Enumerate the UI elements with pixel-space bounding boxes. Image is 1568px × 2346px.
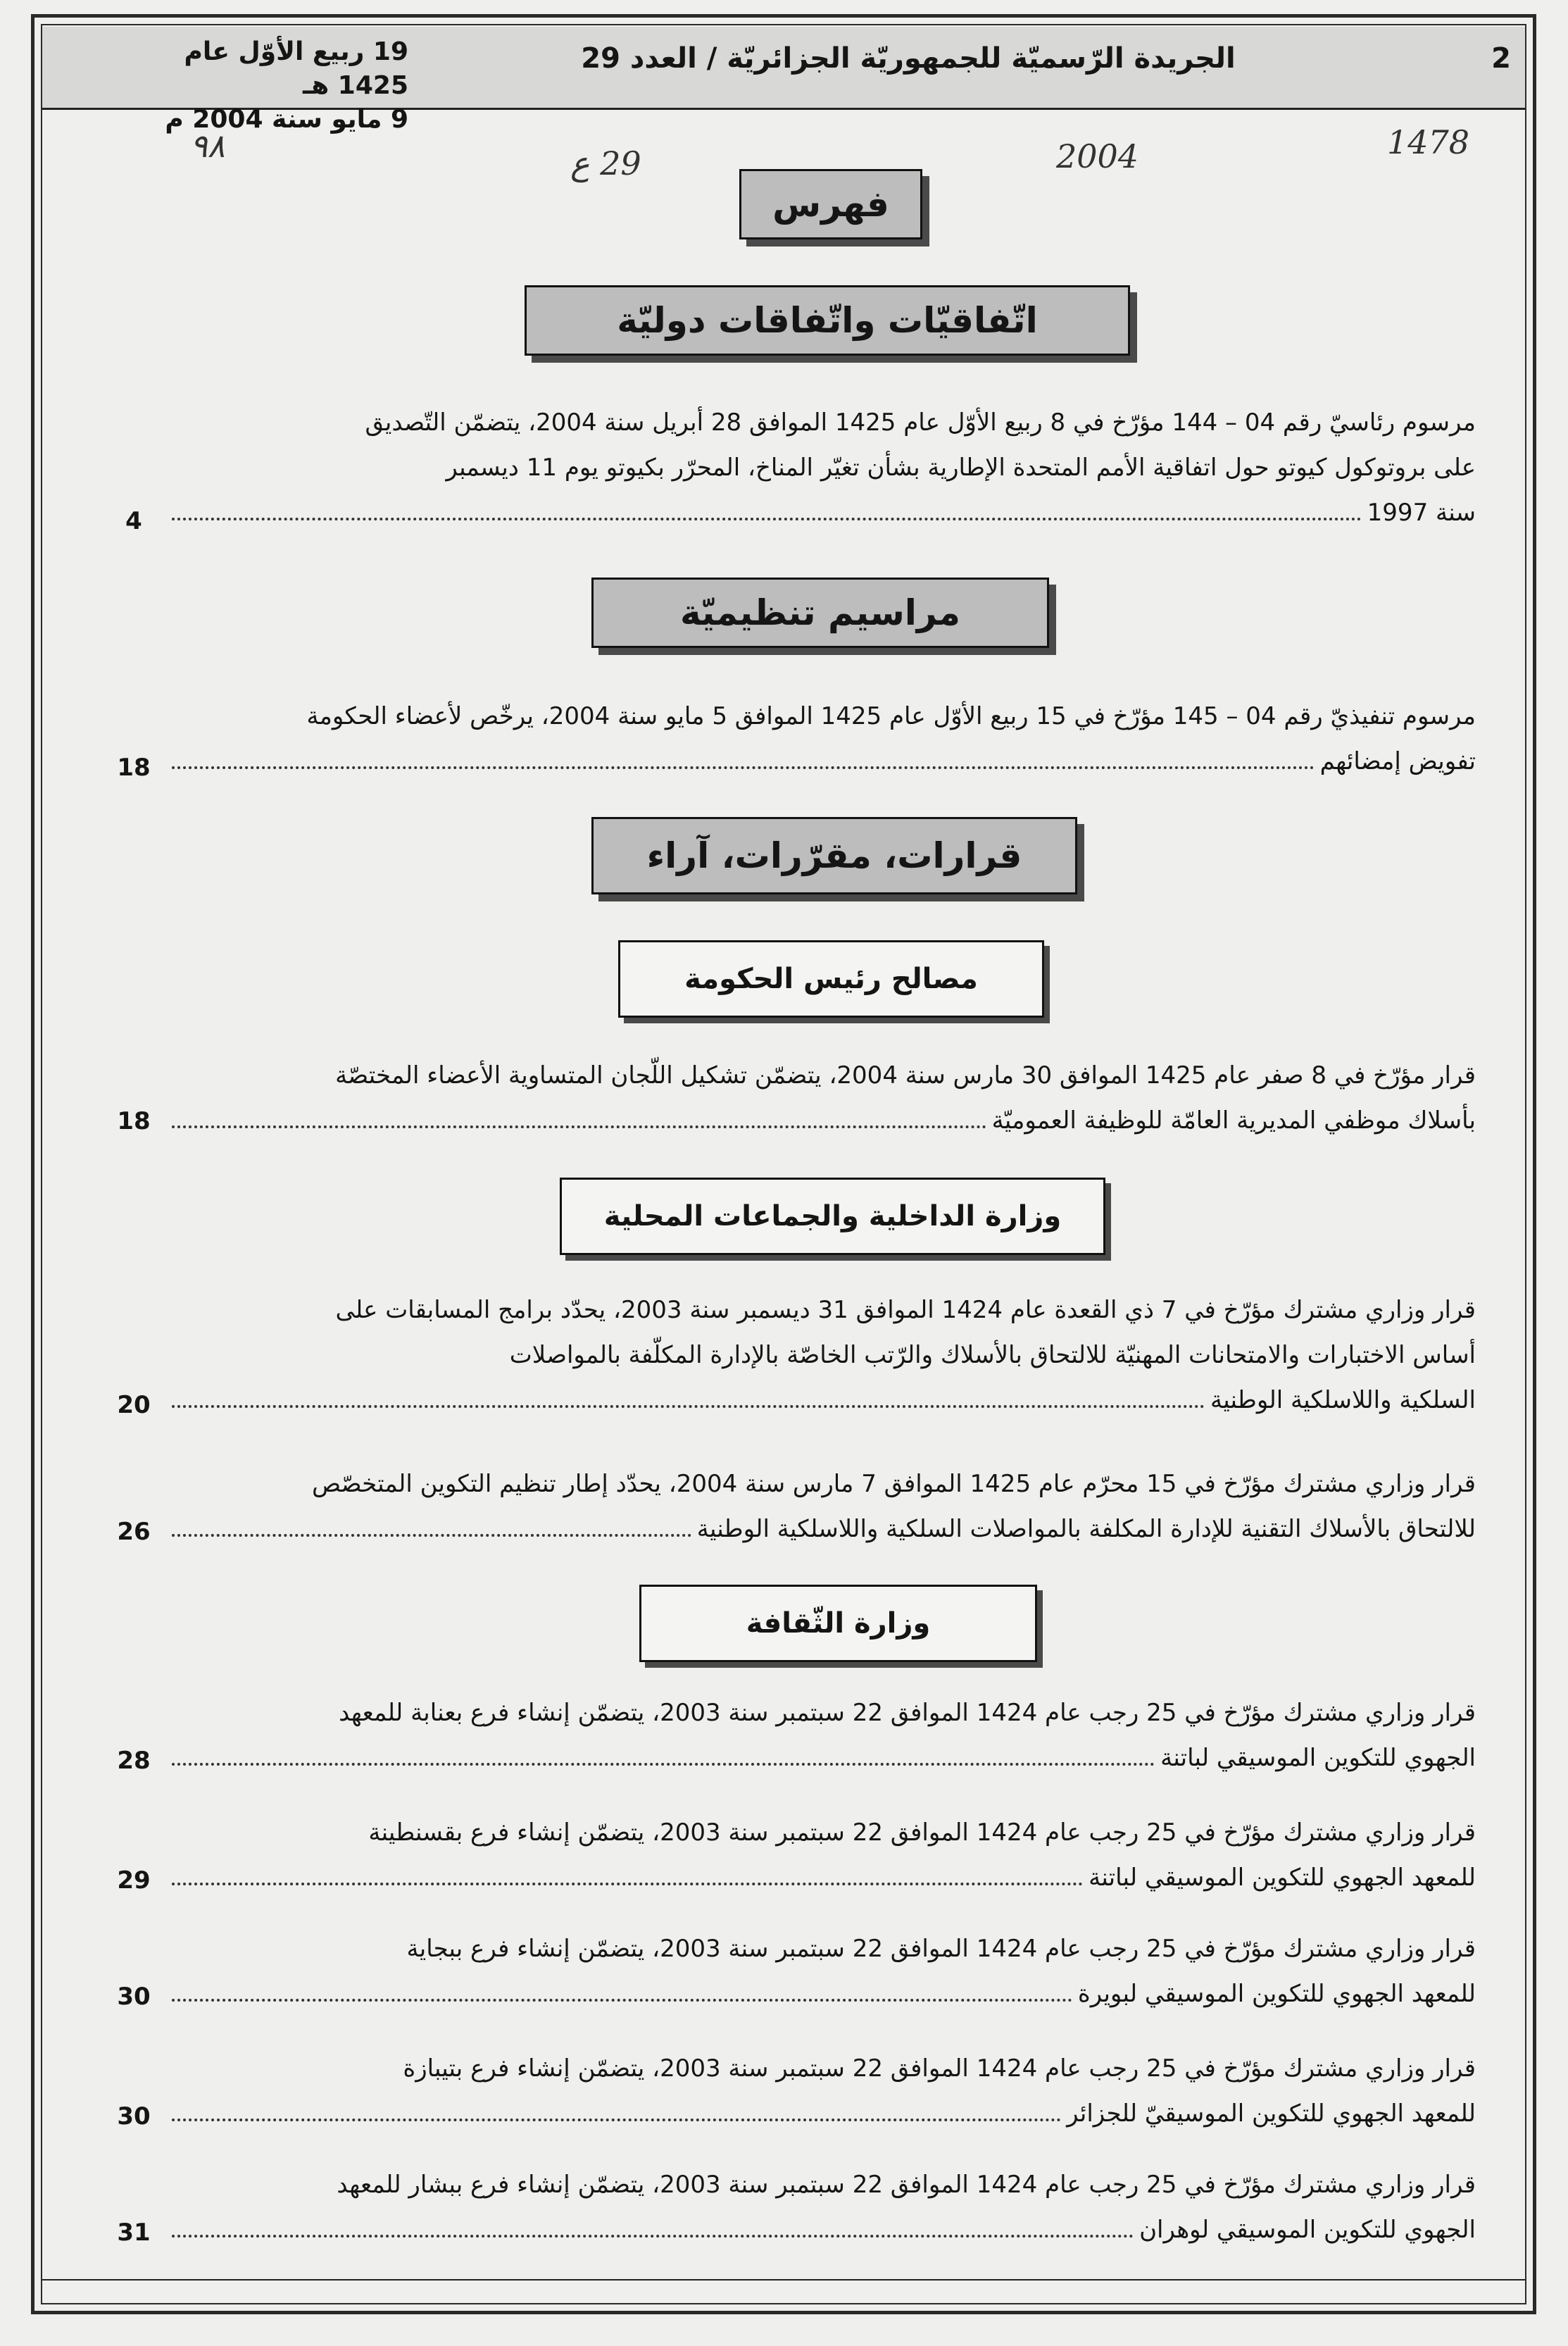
leader-dots: [172, 1999, 1072, 2002]
entry-line: مرسوم رئاسيّ رقم 04 – 144 مؤرّخ في 8 ربيع الأوّل عام 1425 الموافق 28 أبريل سنة 2004، يتضمّن التّصديق: [365, 408, 1476, 437]
entry-line: للمعهد الجهوي للتكوين الموسيقي لباتنة: [1089, 1864, 1476, 1892]
index-title: فهرس: [739, 169, 922, 239]
handwritten-note-left: ٩٨: [190, 127, 225, 165]
entry-decision-bechar-branch: [166, 2162, 1476, 2252]
entry-page-number: 20: [117, 1391, 151, 1419]
entry-last-line: [166, 490, 1476, 535]
entry-line: الجهوي للتكوين الموسيقي لباتنة: [1160, 1744, 1476, 1772]
entry-line: قرار مؤرّخ في 8 صفر عام 1425 الموافق 30 مارس سنة 2004، يتضمّن تشكيل اللّجان المتساوية الأعضاء المختصّة: [335, 1061, 1476, 1090]
entry-last-line: [166, 1735, 1476, 1780]
entry-decision-exam-programs: [166, 1287, 1476, 1423]
entry-last-line: [166, 2207, 1476, 2252]
entry-line: قرار وزاري مشترك مؤرّخ في 25 رجب عام 1424 الموافق 22 سبتمبر سنة 2003، يتضمّن إنشاء فرع ببشار للمعهد: [337, 2171, 1476, 2199]
entry-decision-constantine-branch: [166, 1810, 1476, 1900]
entry-executive-decree-145: [166, 694, 1476, 784]
section-title-decisions: قرارات، مقرّرات، آراء: [591, 817, 1077, 894]
gregorian-date: 9 مايو سنة 2004 م: [165, 105, 408, 134]
entry-line: للمعهد الجهوي للتكوين الموسيقي لبويرة: [1077, 1980, 1476, 2008]
entry-line: قرار وزاري مشترك مؤرّخ في 25 رجب عام 1424 الموافق 22 سبتمبر سنة 2003، يتضمّن إنشاء فرع ببجاية: [406, 1935, 1476, 1963]
entry-line: تفويض إمضائهم: [1319, 747, 1476, 775]
entry-decision-committees: [166, 1053, 1476, 1143]
entry-page-number: 18: [117, 754, 151, 782]
entry-last-line: [166, 1098, 1476, 1143]
entry-last-line: [166, 1378, 1476, 1423]
gazette-header: [42, 27, 1525, 134]
entry-decision-tipaza-branch: [166, 2046, 1476, 2136]
entry-line: قرار وزاري مشترك مؤرّخ في 7 ذي القعدة عام 1424 الموافق 31 ديسمبر سنة 2003، يحدّد برامج المسابقات على: [335, 1296, 1476, 1324]
leader-dots: [172, 766, 1315, 769]
gazette-title: الجريدة الرّسميّة للجمهوريّة الجزائريّة / العدد 29: [581, 42, 1236, 75]
leader-dots: [172, 2235, 1134, 2238]
leader-dots: [172, 1763, 1155, 1766]
leader-dots: [172, 2119, 1061, 2121]
entry-page-number: 29: [117, 1866, 151, 1895]
subsection-title-culture-ministry: وزارة الثّقافة: [639, 1585, 1037, 1662]
entry-decision-bejaia-branch: [166, 1926, 1476, 2016]
entry-line: قرار وزاري مشترك مؤرّخ في 25 رجب عام 1424 الموافق 22 سبتمبر سنة 2003، يتضمّن إنشاء فرع بعنابة للمعهد: [339, 1699, 1476, 1727]
entry-line: للالتحاق بالأسلاك التقنية للإدارة المكلفة بالمواصلات السلكية واللاسلكية الوطنية: [696, 1515, 1476, 1543]
entry-line: قرار وزاري مشترك مؤرّخ في 25 رجب عام 1424 الموافق 22 سبتمبر سنة 2003، يتضمّن إنشاء فرع بقسنطينة: [368, 1818, 1476, 1847]
leader-dots: [172, 1405, 1205, 1408]
subsection-title-interior-ministry: وزارة الداخلية والجماعات المحلية: [560, 1178, 1105, 1255]
handwritten-year: 2004: [1056, 137, 1139, 175]
bottom-rule: [42, 2279, 1525, 2281]
entry-page-number: 30: [117, 2102, 151, 2130]
entry-line: الجهوي للتكوين الموسيقي لوهران: [1139, 2216, 1476, 2244]
leader-dots: [172, 518, 1362, 520]
page-number: 2: [1491, 42, 1511, 75]
leader-dots: [172, 1534, 691, 1537]
entry-presidential-decree-144: [166, 400, 1476, 535]
handwritten-number: 1478: [1387, 123, 1470, 161]
entry-decision-annaba-branch: [166, 1690, 1476, 1780]
entry-decision-training-framework: [166, 1461, 1476, 1552]
subsection-title-prime-minister: مصالح رئيس الحكومة: [618, 940, 1044, 1018]
entry-page-number: 18: [117, 1107, 151, 1135]
hijri-date: 19 ربيع الأوّل عام 1425 هـ: [184, 37, 408, 100]
entry-last-line: [166, 2091, 1476, 2136]
entry-line: أساس الاختبارات والامتحانات المهنيّة للالتحاق بالأسلاك والرّتب الخاصّة بالإدارة المكلّفة بالمواصلات: [509, 1341, 1476, 1369]
section-title-international-agreements: اتّفاقيّات واتّفاقات دوليّة: [525, 285, 1130, 356]
entry-last-line: [166, 1971, 1476, 2016]
issue-date: [113, 35, 408, 137]
entry-line: السلكية واللاسلكية الوطنية: [1210, 1386, 1476, 1414]
entry-last-line: [166, 739, 1476, 784]
entry-line: للمعهد الجهوي للتكوين الموسيقيّ للجزائر: [1067, 2099, 1476, 2128]
entry-line: سنة 1997: [1367, 499, 1476, 527]
entry-line: على بروتوكول كيوتو حول اتفاقية الأمم المتحدة الإطارية بشأن تغيّر المناخ، المحرّر بكيوتو يوم 11 ديسمبر: [446, 454, 1476, 482]
entry-last-line: [166, 1855, 1476, 1900]
entry-last-line: [166, 1506, 1476, 1552]
entry-page-number: 31: [117, 2219, 151, 2247]
entry-page-number: 4: [125, 507, 142, 535]
leader-dots: [172, 1125, 986, 1128]
entry-line: بأسلاك موظفي المديرية العامّة للوظيفة العموميّة: [991, 1106, 1476, 1135]
section-title-regulatory-decrees: مراسيم تنظيميّة: [591, 578, 1049, 648]
entry-line: قرار وزاري مشترك مؤرّخ في 25 رجب عام 1424 الموافق 22 سبتمبر سنة 2003، يتضمّن إنشاء فرع بتيبازة: [403, 2054, 1476, 2083]
entry-line: قرار وزاري مشترك مؤرّخ في 15 محرّم عام 1425 الموافق 7 مارس سنة 2004، يحدّد إطار تنظيم التكوين المتخصّص: [312, 1470, 1476, 1498]
leader-dots: [172, 1883, 1083, 1885]
entry-page-number: 30: [117, 1983, 151, 2011]
handwritten-note-center: 29 ع: [570, 144, 641, 182]
entry-page-number: 26: [117, 1518, 151, 1546]
entry-page-number: 28: [117, 1747, 151, 1775]
entry-line: مرسوم تنفيذيّ رقم 04 – 145 مؤرّخ في 15 ربيع الأوّل عام 1425 الموافق 5 مايو سنة 2004، يرخّص لأعضاء الحكومة: [306, 702, 1476, 730]
